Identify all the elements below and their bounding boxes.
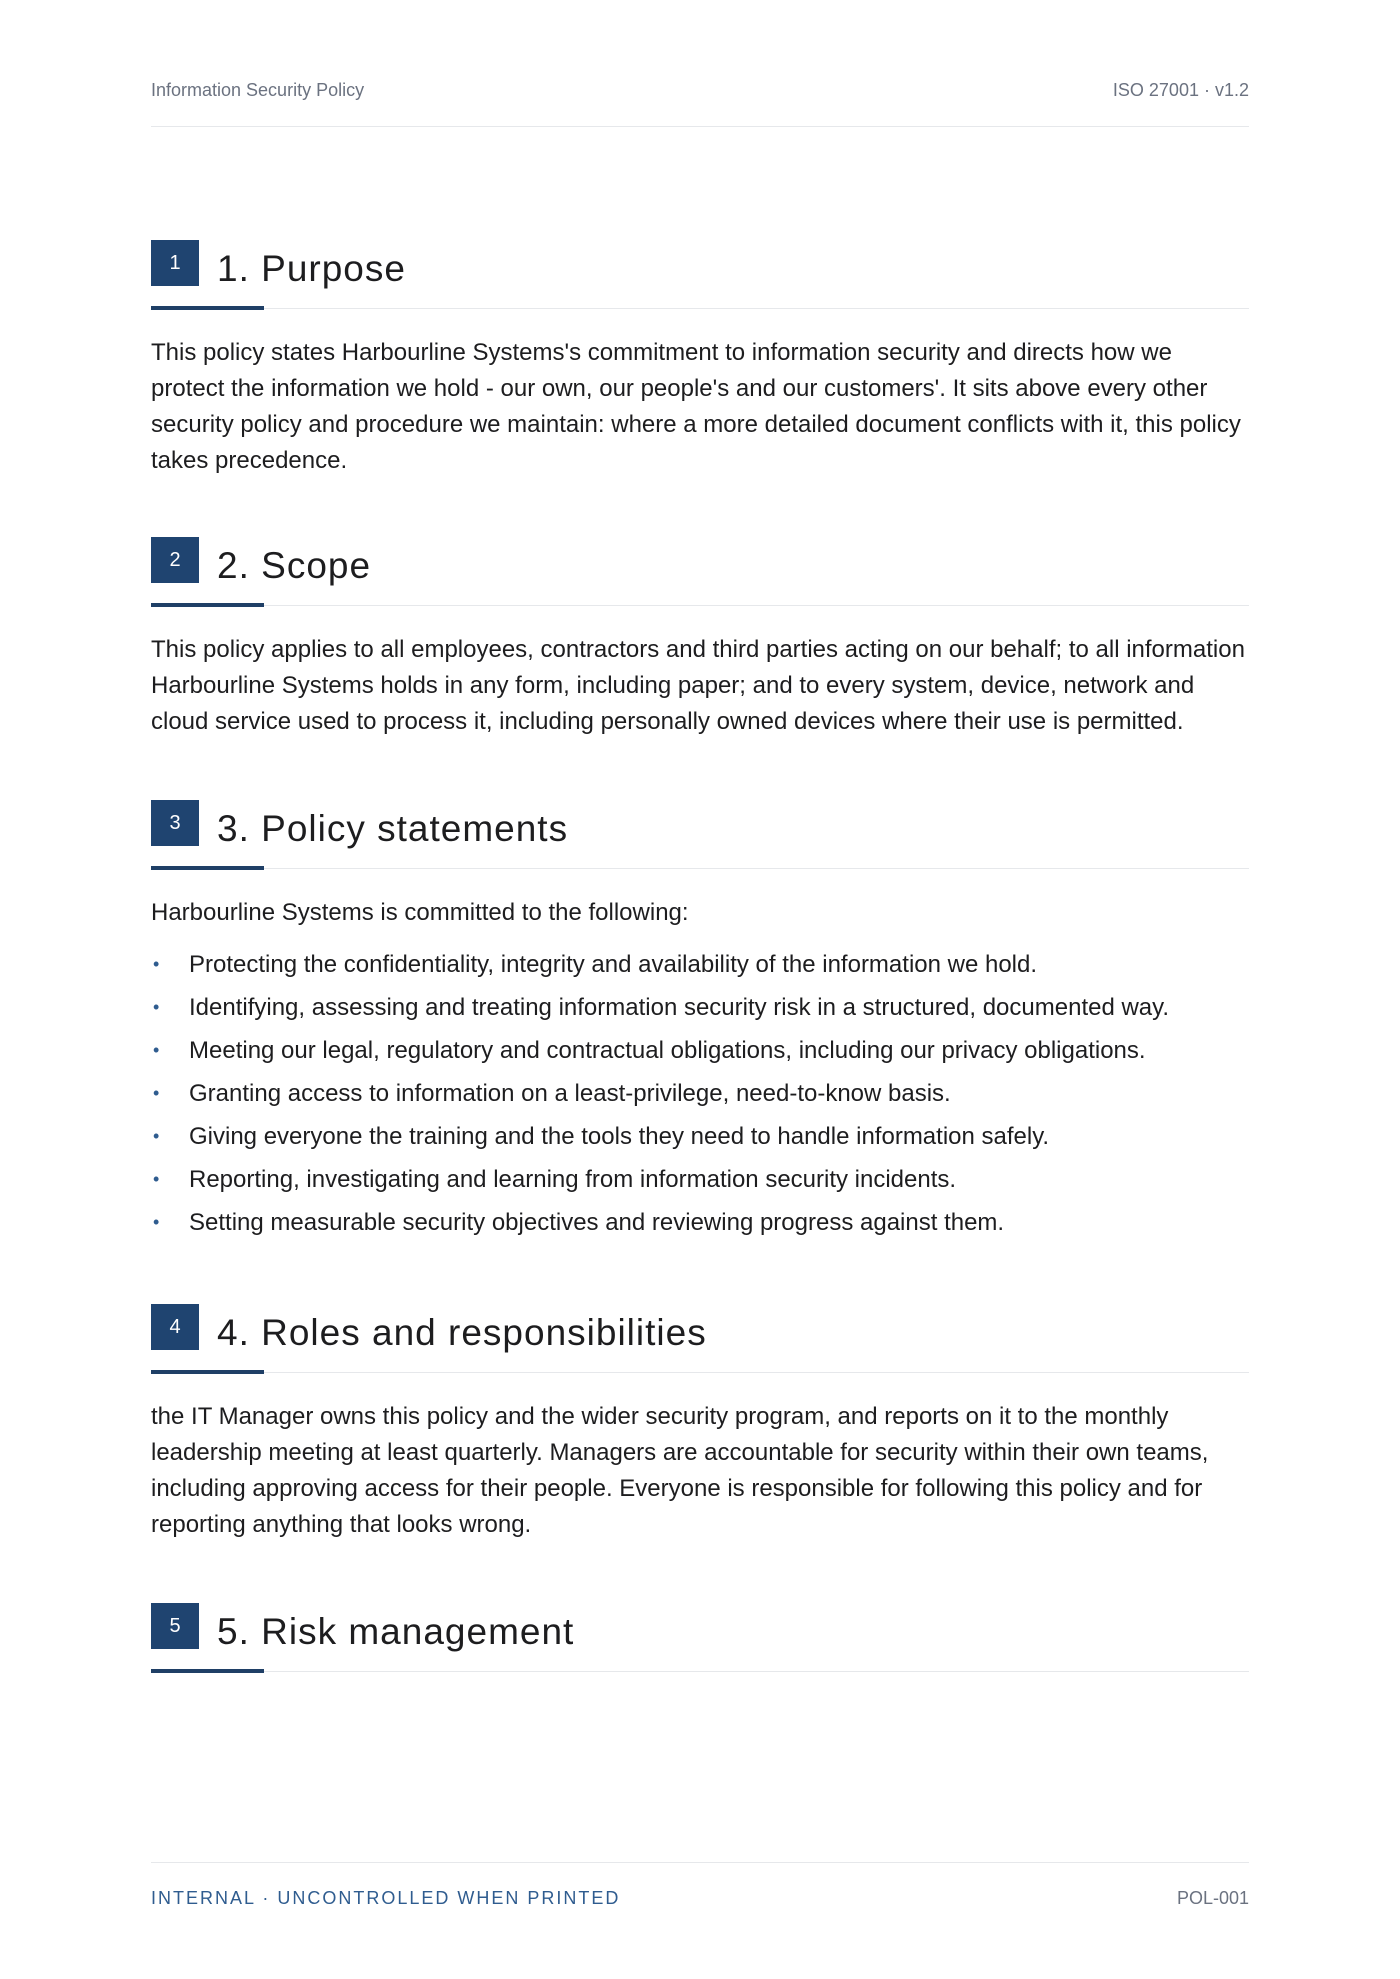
bullet-icon: • [153, 1212, 160, 1232]
page-footer [151, 1862, 1249, 1909]
section-heading [151, 1304, 1249, 1373]
list-item [151, 1115, 1249, 1158]
list-item-text: Reporting, investigating and learning from information security incidents. [189, 1166, 957, 1193]
list-item [151, 1072, 1249, 1115]
list-item-text: Protecting the confidentiality, integrity and availability of the information we hold. [189, 951, 1038, 978]
document-id: POL-001 [1176, 1888, 1249, 1908]
bullet-icon: • [153, 1083, 160, 1103]
section-scope [151, 537, 1249, 740]
bullet-icon: • [153, 1169, 160, 1189]
section-body: This policy applies to all employees, contractors and third parties acting on our behalf; to all information Harbourline Systems holds in any form, including paper; and to every system, device, network and cloud service used to process it, including personally owned devices where their use is permitted. [151, 636, 1245, 735]
list-item [151, 1201, 1249, 1244]
section-body: This policy states Harbourline Systems's commitment to information security and directs how we protect the information we hold - our own, our people's and our customers'. It sits above every other security policy and procedure we maintain: where a more detailed document conflicts with it, this policy takes precedence. [151, 339, 1241, 474]
list-item-text: Identifying, assessing and treating information security risk in a structured, documented way. [189, 994, 1170, 1021]
list-item [151, 943, 1249, 986]
section-policy-statements [151, 800, 1249, 1244]
page-header [151, 78, 1249, 127]
section-title: 3. Policy statements [217, 808, 569, 849]
section-number-badge: 3 [151, 800, 199, 846]
section-title: 2. Scope [217, 545, 372, 586]
section-heading [151, 1603, 1249, 1672]
bullet-icon: • [153, 997, 160, 1017]
section-heading [151, 537, 1249, 606]
policy-content [151, 240, 1249, 1672]
document-title: Information Security Policy [151, 80, 365, 100]
bullet-icon: • [153, 1126, 160, 1146]
section-number-badge: 1 [151, 240, 199, 286]
section-title: 1. Purpose [217, 248, 406, 289]
list-item [151, 1158, 1249, 1201]
section-number-badge: 4 [151, 1304, 199, 1350]
list-item [151, 1029, 1249, 1072]
section-number-badge: 2 [151, 537, 199, 583]
list-item-text: Giving everyone the training and the tools they need to handle information safely. [189, 1123, 1050, 1150]
bullet-icon: • [153, 1040, 160, 1060]
list-item-text: Setting measurable security objectives and reviewing progress against them. [189, 1209, 1005, 1236]
bullet-icon: • [153, 954, 160, 974]
list-item-text: Meeting our legal, regulatory and contractual obligations, including our privacy obligations. [189, 1037, 1146, 1064]
document-version: ISO 27001 · v1.2 [1112, 80, 1249, 100]
section-body: the IT Manager owns this policy and the wider security program, and reports on it to the monthly leadership meeting at least quarterly. Managers are accountable for security within their own teams, including approving access for their people. Everyone is responsible for following this policy and for reporting anything that looks wrong. [151, 1403, 1209, 1538]
section-intro: Harbourline Systems is committed to the following: [151, 899, 689, 926]
section-number-badge: 5 [151, 1603, 199, 1649]
section-title: 4. Roles and responsibilities [217, 1312, 707, 1353]
list-item [151, 986, 1249, 1029]
section-roles-responsibilities [151, 1304, 1249, 1543]
section-heading [151, 240, 1249, 309]
classification-label: INTERNAL · UNCONTROLLED WHEN PRINTED [151, 1888, 621, 1908]
section-risk-management [151, 1603, 1249, 1672]
section-purpose [151, 240, 1249, 479]
section-heading [151, 800, 1249, 869]
policy-statement-list [151, 943, 1249, 1244]
section-title: 5. Risk management [217, 1611, 575, 1652]
list-item-text: Granting access to information on a least-privilege, need-to-know basis. [189, 1080, 951, 1107]
